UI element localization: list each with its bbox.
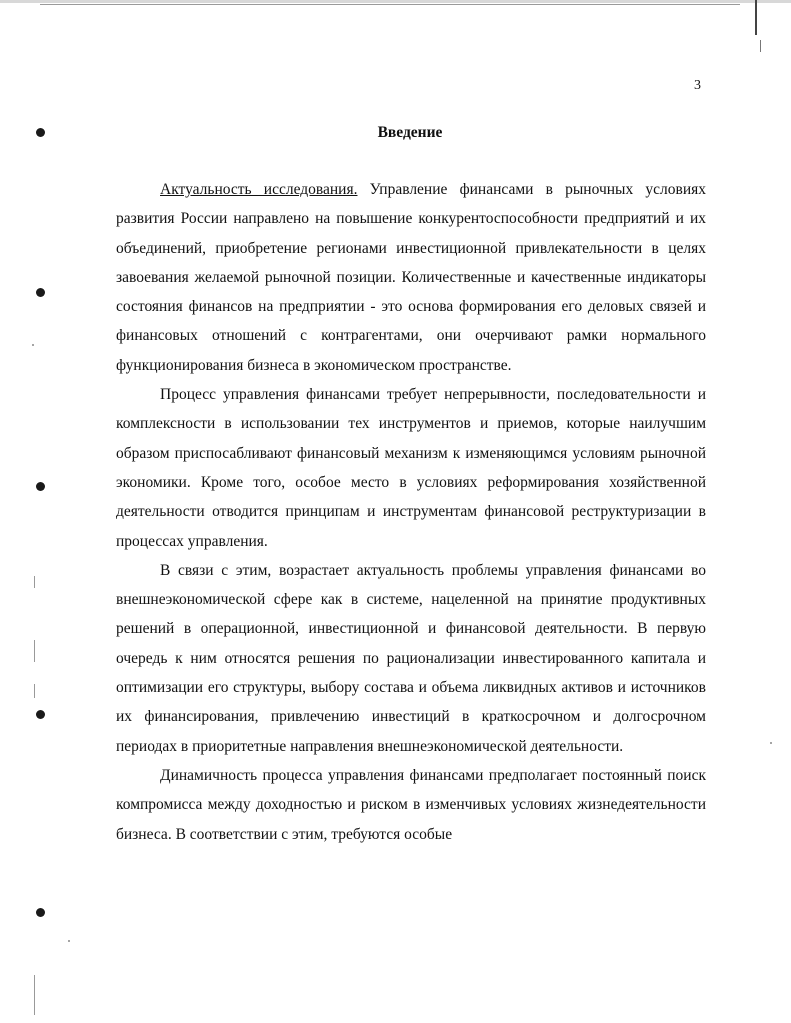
binder-hole-mark-2 — [36, 288, 45, 297]
paragraph-2: Процесс управления финансами требует непрерывности, последовательности и комплексности в использовании тех инструментов и приемов, которые наилучшим образом приспосабливают финансовый механизм к изменяющимся условиям рыночной экономики. Кроме того, особое место в условиях реформирования хозяйственной деятельности отводится принципам и инструментам финансовой реструктуризации в процессах управления. — [116, 386, 706, 550]
paragraph-lead: Актуальность исследования. — [160, 181, 358, 198]
paragraph-3: В связи с этим, возрастает актуальность проблемы управления финансами во внешнеэкономической сфере как в системе, нацеленной на принятие продуктивных решений в операционной, инвестиционной и финансовой деятельности. В первую очередь к ним относятся решения по рационализации инвестированного капитала и оптимизации его структуры, выбору состава и объема ликвидных активов и источников их финансирования, привлечению инвестиций в краткосрочном и долгосрочном периодах в приоритетные направления внешнеэкономической деятельности. — [116, 561, 706, 755]
page-title: Введение — [377, 124, 443, 141]
scan-speck-2 — [68, 940, 70, 942]
paragraph-1-text: Управление финансами в рыночных условиях развития России направлено на повышение конкурентоспособности предприятий и их объединений, приобретение регионами инвестиционной привлекательности в целях завоевания желаемой рыночной позиции. Количественные и качественные индикаторы состояния финансов на предприятии - это основа формирования его деловых связей и финансовых отношений с контрагентами, они очерчивают рамки нормального функционирования бизнеса в экономическом пространстве. — [116, 181, 706, 374]
scan-left-tick-4 — [34, 975, 35, 1015]
scan-top-edge — [0, 0, 791, 3]
paragraph-4: Динамичность процесса управления финансами предполагает постоянный поиск компромисса между доходностью и риском в изменчивых условиях жизнедеятельности бизнеса. В соответствии с этим, требуются особые — [116, 766, 706, 843]
page-number: 3 — [694, 78, 701, 93]
paragraph-1 — [116, 175, 706, 380]
binder-hole-mark-4 — [36, 710, 45, 719]
scan-left-tick-1 — [34, 576, 35, 588]
scan-right-edge-mark — [755, 0, 757, 35]
scan-right-edge-mark-2 — [760, 40, 761, 52]
binder-hole-mark-3 — [36, 482, 45, 491]
scan-top-line — [40, 4, 740, 5]
scan-left-tick-2 — [34, 640, 35, 662]
scan-speck-1 — [32, 344, 34, 346]
scan-speck-3 — [770, 742, 772, 744]
body-text — [116, 175, 706, 849]
binder-hole-mark-5 — [36, 908, 45, 917]
scan-left-tick-3 — [34, 684, 35, 698]
